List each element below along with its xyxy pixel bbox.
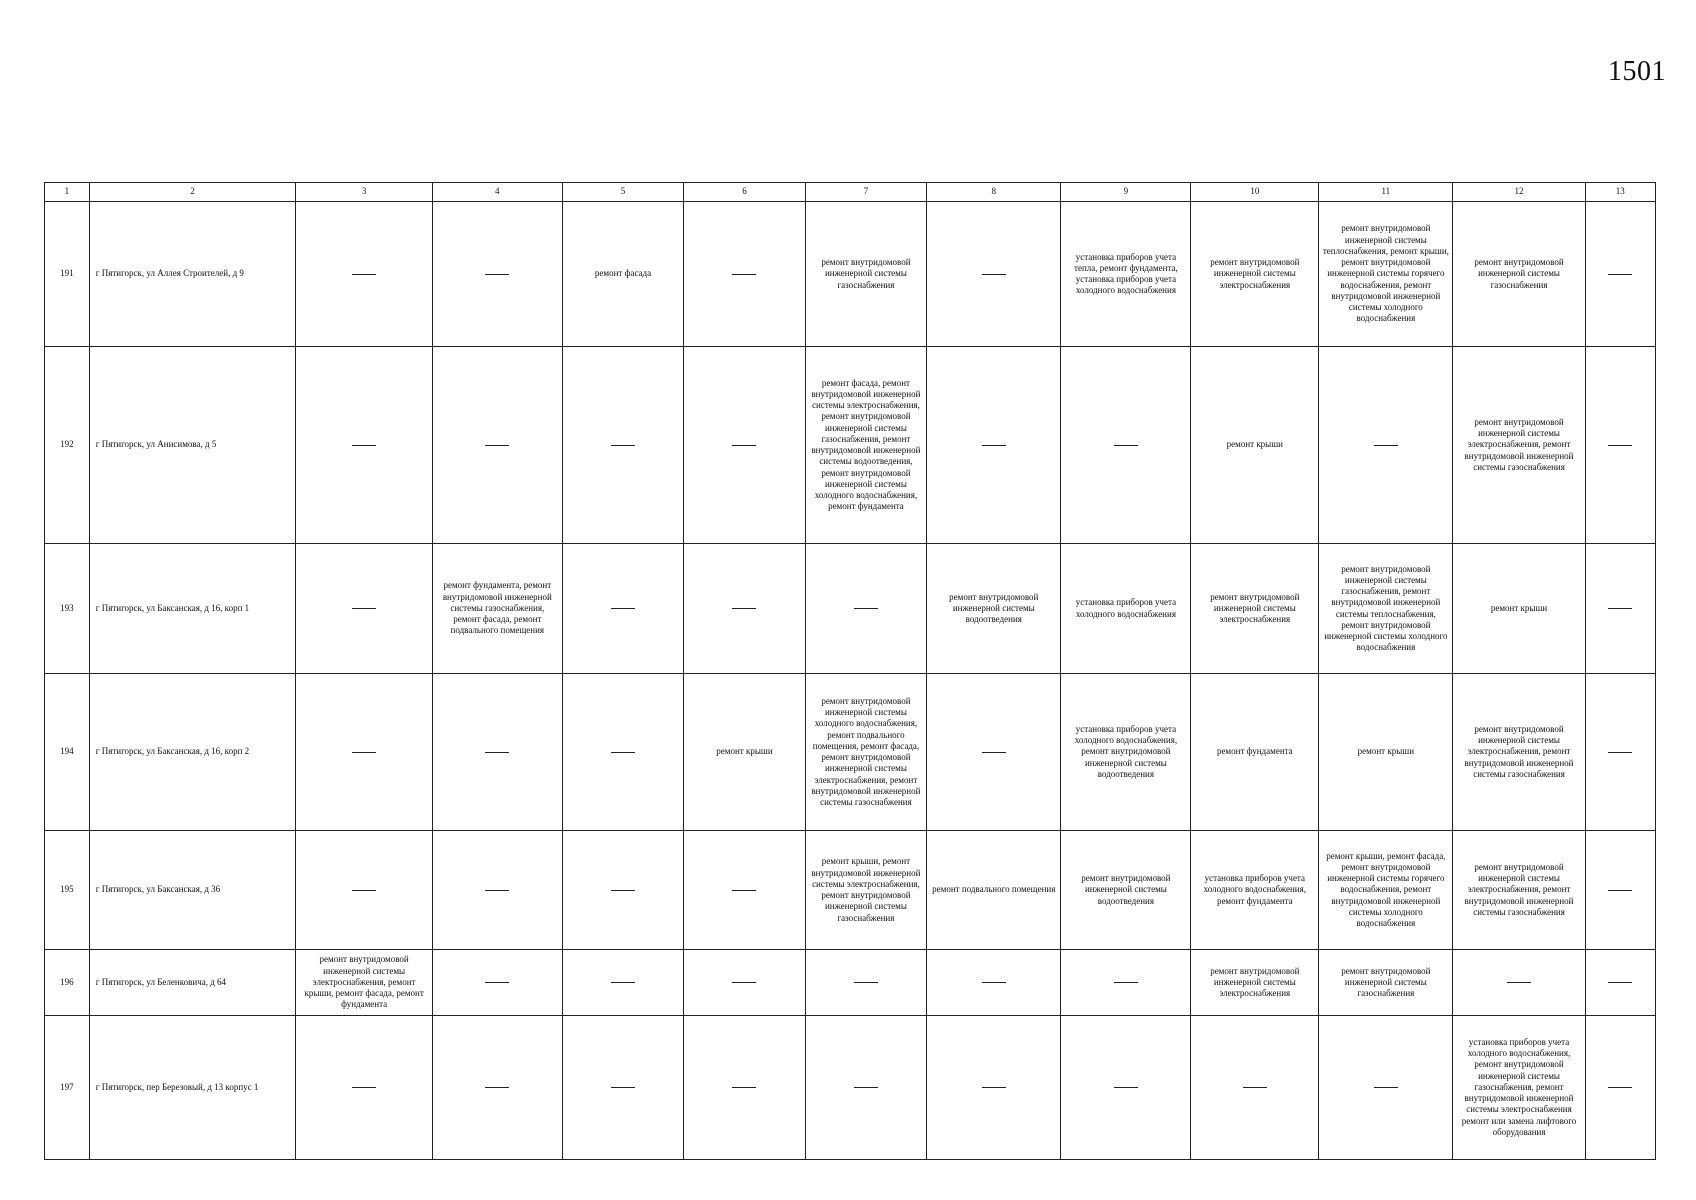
cell-c9: [1061, 950, 1191, 1016]
cell-c6: [684, 347, 805, 544]
cell-c3: [296, 544, 432, 674]
cell-c9: установка приборов учета холодного водоснабжения, ремонт внутридомовой инженерной системы водоотведения: [1061, 674, 1191, 831]
cell-c7: [805, 950, 926, 1016]
cell-c10: ремонт фундамента: [1191, 674, 1319, 831]
empty-dash: [1114, 445, 1138, 446]
cell-c4: [432, 347, 562, 544]
empty-dash: [611, 890, 635, 891]
col-header-7: 7: [805, 183, 926, 202]
empty-dash: [1608, 445, 1632, 446]
col-header-6: 6: [684, 183, 805, 202]
cell-c13: [1585, 831, 1655, 950]
cell-c11: [1319, 1016, 1453, 1160]
cell-c5: [562, 347, 683, 544]
cell-c6: [684, 544, 805, 674]
row-number: 194: [45, 674, 90, 831]
empty-dash: [854, 982, 878, 983]
cell-c12: ремонт крыши: [1453, 544, 1585, 674]
cell-c12: ремонт внутридомовой инженерной системы газоснабжения: [1453, 202, 1585, 347]
col-header-4: 4: [432, 183, 562, 202]
row-number: 197: [45, 1016, 90, 1160]
address-cell: г Пятигорск, ул Анисимова, д 5: [89, 347, 296, 544]
table-row: [45, 202, 1656, 347]
cell-c5: [562, 950, 683, 1016]
col-header-3: 3: [296, 183, 432, 202]
cell-c7: ремонт фасада, ремонт внутридомовой инженерной системы электроснабжения, ремонт внутридомовой инженерной системы газоснабжения, ремонт внутридомовой инженерной системы водоотведения, ремонт внутридомовой инженерной системы холодного водоснабжения, ремонт фундамента: [805, 347, 926, 544]
empty-dash: [732, 890, 756, 891]
empty-dash: [982, 445, 1006, 446]
cell-c11: ремонт крыши, ремонт фасада, ремонт внутридомовой инженерной системы горячего водоснабжения, ремонт внутридомовой инженерной системы холодного водоснабжения: [1319, 831, 1453, 950]
cell-c8: [927, 674, 1061, 831]
empty-dash: [611, 752, 635, 753]
empty-dash: [854, 608, 878, 609]
cell-c10: ремонт крыши: [1191, 347, 1319, 544]
cell-c13: [1585, 202, 1655, 347]
empty-dash: [352, 445, 376, 446]
col-header-1: 1: [45, 183, 90, 202]
cell-c12: ремонт внутридомовой инженерной системы электроснабжения, ремонт внутридомовой инженерной системы газоснабжения: [1453, 347, 1585, 544]
empty-dash: [732, 608, 756, 609]
empty-dash: [1608, 982, 1632, 983]
cell-c4: [432, 950, 562, 1016]
empty-dash: [485, 752, 509, 753]
empty-dash: [1608, 752, 1632, 753]
table-row: [45, 1016, 1656, 1160]
cell-c12: ремонт внутридомовой инженерной системы электроснабжения, ремонт внутридомовой инженерной системы газоснабжения: [1453, 831, 1585, 950]
row-number: 196: [45, 950, 90, 1016]
empty-dash: [352, 890, 376, 891]
col-header-5: 5: [562, 183, 683, 202]
cell-c13: [1585, 1016, 1655, 1160]
cell-c11: ремонт внутридомовой инженерной системы теплоснабжения, ремонт крыши, ремонт внутридомовой инженерной системы горячего водоснабжения, ремонт внутридомовой инженерной системы холодного водоснабжения: [1319, 202, 1453, 347]
cell-c5: [562, 1016, 683, 1160]
cell-c12: установка приборов учета холодного водоснабжения, ремонт внутридомовой инженерной системы газоснабжения, ремонт внутридомовой инженерной системы электроснабжения ремонт или замена лифтового оборудования: [1453, 1016, 1585, 1160]
cell-c5: [562, 831, 683, 950]
empty-dash: [982, 752, 1006, 753]
empty-dash: [611, 608, 635, 609]
col-header-12: 12: [1453, 183, 1585, 202]
empty-dash: [352, 752, 376, 753]
empty-dash: [1608, 890, 1632, 891]
empty-dash: [982, 982, 1006, 983]
cell-c4: [432, 1016, 562, 1160]
empty-dash: [352, 274, 376, 275]
cell-c6: [684, 1016, 805, 1160]
cell-c4: [432, 831, 562, 950]
table-row: [45, 674, 1656, 831]
row-number: 195: [45, 831, 90, 950]
empty-dash: [982, 1087, 1006, 1088]
empty-dash: [485, 445, 509, 446]
cell-c13: [1585, 347, 1655, 544]
cell-c11: ремонт крыши: [1319, 674, 1453, 831]
column-number-row: [45, 183, 1656, 202]
empty-dash: [1114, 982, 1138, 983]
empty-dash: [485, 274, 509, 275]
cell-c6: [684, 202, 805, 347]
page-number: 1501: [1608, 56, 1666, 87]
repair-schedule-table: [44, 182, 1656, 1160]
cell-c10: установка приборов учета холодного водоснабжения, ремонт фундамента: [1191, 831, 1319, 950]
col-header-13: 13: [1585, 183, 1655, 202]
empty-dash: [982, 274, 1006, 275]
cell-c5: ремонт фасада: [562, 202, 683, 347]
cell-c10: ремонт внутридомовой инженерной системы электроснабжения: [1191, 950, 1319, 1016]
address-cell: г Пятигорск, ул Беленковича, д 64: [89, 950, 296, 1016]
cell-c3: [296, 347, 432, 544]
cell-c6: [684, 831, 805, 950]
cell-c8: [927, 950, 1061, 1016]
cell-c12: [1453, 950, 1585, 1016]
cell-c3: [296, 1016, 432, 1160]
cell-c5: [562, 544, 683, 674]
cell-c10: [1191, 1016, 1319, 1160]
cell-c10: ремонт внутридомовой инженерной системы электроснабжения: [1191, 544, 1319, 674]
address-cell: г Пятигорск, ул Аллея Строителей, д 9: [89, 202, 296, 347]
cell-c4: [432, 674, 562, 831]
empty-dash: [732, 274, 756, 275]
row-number: 192: [45, 347, 90, 544]
empty-dash: [732, 445, 756, 446]
cell-c3: [296, 674, 432, 831]
empty-dash: [1374, 1087, 1398, 1088]
empty-dash: [854, 1087, 878, 1088]
cell-c9: установка приборов учета холодного водоснабжения: [1061, 544, 1191, 674]
cell-c6: ремонт крыши: [684, 674, 805, 831]
cell-c9: установка приборов учета тепла, ремонт фундамента, установка приборов учета холодного водоснабжения: [1061, 202, 1191, 347]
col-header-2: 2: [89, 183, 296, 202]
empty-dash: [485, 1087, 509, 1088]
cell-c11: ремонт внутридомовой инженерной системы газоснабжения: [1319, 950, 1453, 1016]
empty-dash: [732, 982, 756, 983]
col-header-10: 10: [1191, 183, 1319, 202]
empty-dash: [732, 1087, 756, 1088]
empty-dash: [611, 982, 635, 983]
repair-schedule-table-wrap: [44, 182, 1656, 1160]
cell-c4: ремонт фундамента, ремонт внутридомовой инженерной системы газоснабжения, ремонт фасада, ремонт подвального помещения: [432, 544, 562, 674]
address-cell: г Пятигорск, ул Баксанская, д 36: [89, 831, 296, 950]
cell-c13: [1585, 950, 1655, 1016]
cell-c3: [296, 831, 432, 950]
cell-c8: ремонт внутридомовой инженерной системы водоотведения: [927, 544, 1061, 674]
col-header-11: 11: [1319, 183, 1453, 202]
cell-c8: ремонт подвального помещения: [927, 831, 1061, 950]
table-row: [45, 347, 1656, 544]
table-row: [45, 544, 1656, 674]
cell-c13: [1585, 544, 1655, 674]
table-body: [45, 202, 1656, 1160]
row-number: 191: [45, 202, 90, 347]
cell-c3: [296, 202, 432, 347]
cell-c11: ремонт внутридомовой инженерной системы газоснабжения, ремонт внутридомовой инженерной системы теплоснабжения, ремонт внутридомовой инженерной системы холодного водоснабжения: [1319, 544, 1453, 674]
address-cell: г Пятигорск, пер Березовый, д 13 корпус 1: [89, 1016, 296, 1160]
empty-dash: [1608, 608, 1632, 609]
cell-c8: [927, 202, 1061, 347]
address-cell: г Пятигорск, ул Баксанская, д 16, корп 1: [89, 544, 296, 674]
cell-c12: ремонт внутридомовой инженерной системы электроснабжения, ремонт внутридомовой инженерной системы газоснабжения: [1453, 674, 1585, 831]
cell-c11: [1319, 347, 1453, 544]
empty-dash: [1114, 1087, 1138, 1088]
cell-c9: [1061, 1016, 1191, 1160]
cell-c9: [1061, 347, 1191, 544]
cell-c5: [562, 674, 683, 831]
empty-dash: [1507, 982, 1531, 983]
col-header-8: 8: [927, 183, 1061, 202]
empty-dash: [611, 445, 635, 446]
cell-c7: ремонт внутридомовой инженерной системы газоснабжения: [805, 202, 926, 347]
cell-c7: ремонт внутридомовой инженерной системы холодного водоснабжения, ремонт подвального помещения, ремонт фасада, ремонт внутридомовой инженерной системы электроснабжения, ремонт внутридомовой инженерной системы газоснабжения: [805, 674, 926, 831]
address-cell: г Пятигорск, ул Баксанская, д 16, корп 2: [89, 674, 296, 831]
cell-c7: [805, 544, 926, 674]
row-number: 193: [45, 544, 90, 674]
cell-c8: [927, 1016, 1061, 1160]
cell-c7: [805, 1016, 926, 1160]
cell-c8: [927, 347, 1061, 544]
cell-c9: ремонт внутридомовой инженерной системы водоотведения: [1061, 831, 1191, 950]
table-row: [45, 831, 1656, 950]
empty-dash: [485, 890, 509, 891]
table-row: [45, 950, 1656, 1016]
empty-dash: [352, 608, 376, 609]
empty-dash: [485, 982, 509, 983]
empty-dash: [352, 1087, 376, 1088]
cell-c7: ремонт крыши, ремонт внутридомовой инженерной системы электроснабжения, ремонт внутридомовой инженерной системы газоснабжения: [805, 831, 926, 950]
col-header-9: 9: [1061, 183, 1191, 202]
cell-c6: [684, 950, 805, 1016]
cell-c10: ремонт внутридомовой инженерной системы электроснабжения: [1191, 202, 1319, 347]
empty-dash: [1243, 1087, 1267, 1088]
empty-dash: [611, 1087, 635, 1088]
empty-dash: [1374, 445, 1398, 446]
empty-dash: [1608, 1087, 1632, 1088]
cell-c4: [432, 202, 562, 347]
cell-c13: [1585, 674, 1655, 831]
cell-c3: ремонт внутридомовой инженерной системы электроснабжения, ремонт крыши, ремонт фасада, ремонт фундамента: [296, 950, 432, 1016]
empty-dash: [1608, 274, 1632, 275]
